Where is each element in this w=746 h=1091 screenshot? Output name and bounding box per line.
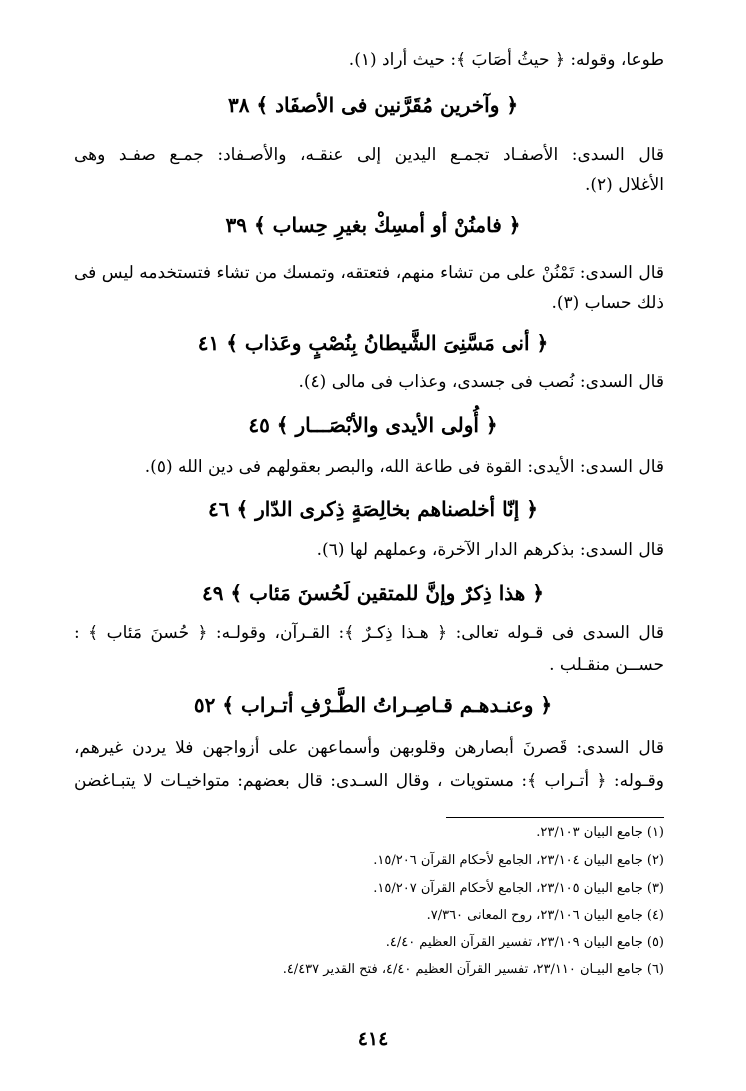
verse-heading-39: ﴿ فامنُنْ أو أمسِكْ بغيرِ حِساب ﴾ ٣٩: [225, 213, 521, 237]
commentary-52-line-2: وقـوله: ﴿ أتـراب ﴾: مستويات ، وقال السـدى: قال بعضهم: متواخيـات لا يتبـاغضن: [74, 771, 664, 791]
commentary-49-line-2: حســن منقـلب .: [549, 655, 664, 675]
verse-heading-46: ﴿ إنّا أخلصناهم بخالِصَةٍ ذِكرى الدّار ﴾ ٤٦: [208, 497, 538, 521]
verse-heading-41: ﴿ أنى مَسَّنِىَ الشَّيطانُ بِنُصْبٍ وعَذاب ﴾ ٤١: [197, 331, 549, 355]
footnote-4: (٤) جامع البيان ٢٣/١٠٦، روح المعانى ٧/٣٦٠.: [426, 908, 664, 923]
verse-heading-52: ﴿ وعنـدهـم قـاصِـراتُ الطَّـرْفِ أتـراب ﴾ ٥٢: [193, 693, 553, 717]
text-line-1: طوعا، وقوله: ﴿ حيثُ أصَابَ ﴾: حيث أراد (١).: [348, 50, 664, 70]
verse-heading-45: ﴿ أُولى الأيدى والأبْصَـــار ﴾ ٤٥: [248, 413, 498, 437]
commentary-38-line-1: قال السدى: الأصفـاد تجمـع اليدين إلى عنقـه، والأصـفاد: جمـع صفـد وهى: [74, 145, 664, 165]
verse-heading-49: ﴿ هذا ذِكرٌ وإنَّ للمتقين لَحُسنَ مَئاب ﴾ ٤٩: [201, 581, 545, 605]
verse-heading-38: ﴿ وآخرين مُقَرَّنين فى الأصفَاد ﴾ ٣٨: [227, 93, 519, 117]
footnote-2: (٢) جامع البيان ٢٣/١٠٤، الجامع لأحكام القرآن ١٥/٢٠٦.: [373, 853, 664, 868]
footnote-6: (٦) جامع البيـان ٢٣/١١٠، تفسير القرآن العظيم ٤/٤٠، فتح القدير ٤/٤٣٧.: [282, 962, 664, 977]
commentary-38-line-2: الأغلال (٢).: [584, 175, 664, 195]
commentary-49-line-1: قال السدى فى قـوله تعالى: ﴿ هـذا ذِكـرٌ ﴾: القـرآن، وقولـه: ﴿ حُسنَ مَئاب ﴾ :: [74, 623, 664, 643]
commentary-46: قال السدى: بذكرهم الدار الآخرة، وعملهم لها (٦).: [316, 540, 664, 560]
commentary-39-line-1: قال السدى: تَمْنُنْ على من تشاء منهم، فتعتقه، وتمسك من تشاء فتستخدمه ليس فى: [74, 263, 664, 283]
footnote-1: (١) جامع البيان ٢٣/١٠٣.: [536, 825, 664, 840]
footnote-3: (٣) جامع البيان ٢٣/١٠٥، الجامع لأحكام القرآن ١٥/٢٠٧.: [373, 881, 664, 896]
footnote-5: (٥) جامع البيان ٢٣/١٠٩، تفسير القرآن العظيم ٤/٤٠.: [385, 935, 664, 950]
page-number: ٤١٤: [357, 1028, 389, 1050]
commentary-39-line-2: ذلك حساب (٣).: [551, 293, 664, 313]
commentary-52-line-1: قال السدى: قَصرنَ أبصارهن وقلوبهن وأسماعهن على أزواجهن فلا يردن غيرهم،: [74, 738, 664, 758]
footnote-separator: [446, 817, 664, 818]
commentary-45: قال السدى: الأيدى: القوة فى طاعة الله، والبصر بعقولهم فى دين الله (٥).: [144, 457, 664, 477]
commentary-41: قال السدى: نُصب فى جسدى، وعذاب فى مالى (٤).: [298, 372, 664, 392]
